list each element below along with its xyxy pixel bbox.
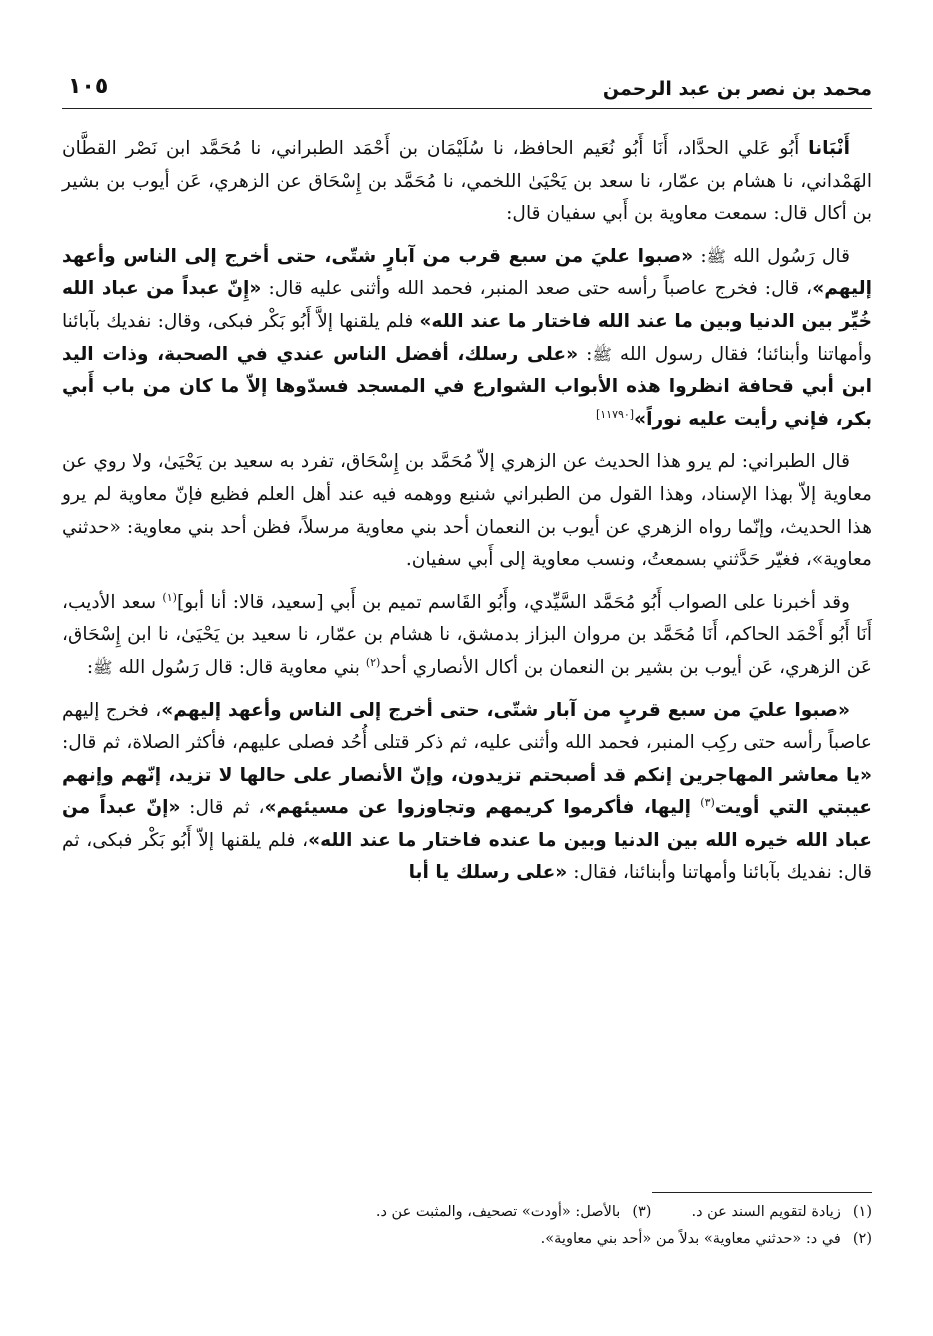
text-run: بني معاوية قال: قال رَسُول الله xyxy=(112,656,366,678)
text-run: : xyxy=(578,343,593,365)
salutation-glyph: ﷺ xyxy=(706,246,726,266)
hadith-quote: إليها، فأكرموا كريمهم وتجاوزوا عن مسيئهم» xyxy=(264,797,701,819)
book-page xyxy=(62,62,872,1302)
text-run: : xyxy=(693,245,707,267)
footnote-divider xyxy=(652,1192,872,1193)
text-run: ، فخرج إليهم عاصباً رأسه حتى ركِب المنبر، فحمد الله وأثنى عليه، ثم ذكر قتلى أُحُد فصلى عليهم، فأكثر الصلاة، ثم قال: xyxy=(62,699,872,754)
footnote-1 xyxy=(691,1199,872,1226)
footnotes xyxy=(62,1192,872,1253)
hadith-quote: «على رسلك يا أبا xyxy=(408,862,568,884)
hadith-quote: «إِنّ عبداً من عباد الله خُيِّر بين الدنيا وبين ما عند الله فاختار ما عند الله» xyxy=(62,278,872,332)
running-title: محمد بن نصر بن عبد الرحمن xyxy=(602,78,872,100)
hadith-quote: «يا معاشر المهاجرين إنكم قد أصبحتم تزيدون، وإنّ الأنصار على حالها لا تزيد، إنّهم وإنهم عيبتي التي أويت xyxy=(62,764,872,819)
lead-word: أَنْبَانا xyxy=(808,138,850,159)
running-header xyxy=(62,62,872,109)
hadith-quote: «صبوا عليَ من سبع قربٍ من آبار شتّى، حتى أخرج إلى الناس وأعهد إليهم» xyxy=(161,699,850,721)
main-text xyxy=(62,133,872,890)
page-number: ١٠٥ xyxy=(68,74,109,99)
footnote-marker-2: (٢) xyxy=(365,655,381,669)
paragraph-text: أَبُو عَلي الحدَّاد، أَنَا أَبُو نُعَيم الحافظ، نا سُلَيْمَان بن أَحْمَد الطبراني، نا مُحَمَّد ابن نَصْر القطَّان الهَمْداني، نا هشام بن عمّار، نا سعد بن يَحْيَىٰ اللخمي، نا مُحَمَّد بن إِسْحَاق عن الزهري، عَن أيوب بن بشير بن أكال قال: سمعت معاوية بن أَبي سفيان قال: xyxy=(62,138,872,225)
paragraph-isnad-2 xyxy=(62,587,872,685)
footnote-row xyxy=(62,1226,872,1253)
hadith-quote: «صبوا عليَ من سبع قرب من آبارٍ شتّى، حتى أخرج إلى الناس وأعهد إليهم» xyxy=(62,245,872,300)
text-run: ، قال: فخرج عاصباً رأسه حتى صعد المنبر، فحمد الله وأثنى عليه قال: xyxy=(261,278,813,300)
footnote-number: (١) xyxy=(852,1204,872,1220)
paragraph-commentary: قال الطبراني: لم يرو هذا الحديث عن الزهري إلاّ مُحَمَّد بن إِسْحَاق، تفرد به سعيد بن يَحْيَىٰ، ولا روي عن معاوية إلاّ بهذا الإسناد، وهذا القول من الطبراني شنيع ووهمه فيه عند أهل العلم فظيع فإنّ معاوية لم يرو هذا الحديث، وإنّما رواه الزهري عن أيوب بن النعمان أحد بني معاوية مرسلاً، فظن أحد بني معاوية: «حدثني معاوية»، فغيّر حَدَّثني بسمعتُ، ونسب معاوية إلى أَبي سفيان. xyxy=(62,451,872,571)
footnote-3 xyxy=(376,1199,652,1226)
salutation-glyph: ﷺ xyxy=(93,657,113,677)
footnote-number: (٢) xyxy=(852,1231,872,1247)
footnote-number: (٣) xyxy=(632,1204,652,1220)
text-run: سعد الأديب، أَنَا أَبُو أَحْمَد الحاكم، أَنَا مُحَمَّد بن مروان البزاز بدمشق، نا هشام بن عمّار، نا سعيد بن يَحْيَىٰ، نا ابن إِسْحَاق، عَن الزهري، عَن أيوب بن بشير بن النعمان بن أكال الأنصاري أحد xyxy=(62,591,872,678)
paragraph-hadith-1 xyxy=(62,241,872,437)
footnote-row xyxy=(62,1199,872,1226)
footnote-marker-1: (١) xyxy=(162,590,177,604)
salutation-glyph: ﷺ xyxy=(592,344,612,364)
footnote-text: بالأصل: «أودت» تصحيف، والمثبت عن د. xyxy=(375,1204,621,1220)
text-run: : xyxy=(86,656,94,678)
paragraph-hadith-2 xyxy=(62,695,872,891)
paragraph-isnad-1 xyxy=(62,133,872,231)
hadith-quote: «على رسلك، أفضل الناس عندي في الصحبة، وذات اليد ابن أبي قحافة انظروا هذه الأبواب الشوارع في المسجد فسدّوها إلاّ ما كان من باب أَبي بكر، فإني رأيت عليه نوراً» xyxy=(62,343,872,430)
footnote-2 xyxy=(541,1226,872,1253)
text-run: ، ثم قال: xyxy=(180,797,265,819)
text-run: قال رَسُول الله xyxy=(725,245,850,267)
footnote-marker-3: (٣) xyxy=(700,796,715,810)
hadith-quote: «إنّ عبداً من عباد الله خيره الله بين الدنيا وبين ما عنده فاختار ما عند الله» xyxy=(62,797,872,851)
text-run: وقد أخبرنا على الصواب أَبُو مُحَمَّد السَّيِّدي، وأَبُو القَاسم تميم بن أَبي [سعيد، قالا: أنا أبو] xyxy=(176,591,850,613)
footnote-text: في د: «حدثني معاوية» بدلاً من «أحد بني معاوية». xyxy=(540,1231,841,1247)
text-run: ، فلم يلقنها إلاّ أَبُو بَكْر فبكى، ثم قال: نفديك بآبائنا وأمهاتنا وأبنائنا، فقال: xyxy=(62,829,872,884)
hadith-reference-number: [١١٧٩٠] xyxy=(595,407,635,421)
footnote-text: زيادة لتقويم السند عن د. xyxy=(691,1204,841,1220)
text-run: فلم يلقنها إلاَّ أَبُو بَكْر فبكى، وقال: نفديك بآبائنا وأمهاتنا وأبنائنا؛ فقال رسول الله xyxy=(62,310,872,365)
